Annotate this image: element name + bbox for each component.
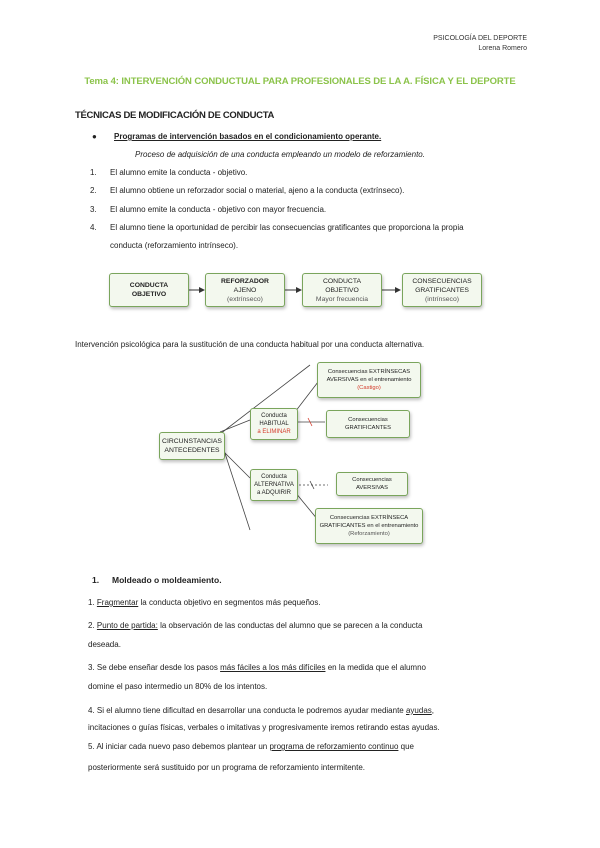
connector-habitual-c1 — [295, 382, 318, 412]
step-1: 1. El alumno emite la conducta - objetivo. — [90, 168, 248, 177]
bullet-subtitle: Proceso de adquisición de una conducta empleando un modelo de reforzamiento. — [135, 150, 425, 159]
step-4-cont: conducta (reforzamiento intrínseco). — [110, 241, 239, 250]
tree-conducta-alternativa: Conducta ALTERNATIVA a ADQUIRIR — [250, 469, 298, 501]
moldeado-item-3-cont: domine el paso intermedio un 80% de los intentos. — [88, 682, 268, 691]
flow-box-consecuencias: CONSECUENCIAS GRATIFICANTES (intrínseco) — [402, 273, 482, 307]
tree-consecuencias-aversivas: Consecuencias AVERSIVAS — [336, 472, 408, 496]
flow-box-conducta-mayor-frecuencia: CONDUCTA OBJETIVO Mayor frecuencia — [302, 273, 382, 307]
moldeado-item-3: 3. Se debe enseñar desde los pasos más fáciles a los más difíciles en la medida que el alumno — [88, 663, 426, 672]
header-subject: PSICOLOGÍA DEL DEPORTE — [433, 35, 527, 42]
tree-consecuencias-aversivas-castigo: Consecuencias EXTRÍNSECAS AVERSIVAS en el entrenamiento (Castigo) — [317, 362, 421, 398]
tree-root-circunstancias: CIRCUNSTANCIAS ANTECEDENTES — [159, 432, 225, 460]
moldeado-item-4-cont: incitaciones o guías físicas, verbales o imitativas y progresivamente iremos retirando estas ayudas. — [88, 723, 440, 732]
moldeado-heading: 1. Moldeado o moldeamiento. — [92, 575, 222, 585]
tree-consecuencias-gratificantes: Consecuencias GRATIFICANTES — [326, 410, 410, 438]
cut-mark-dark — [310, 481, 314, 489]
header-author: Lorena Romero — [478, 45, 527, 52]
moldeado-item-1: 1. Fragmentar la conducta objetivo en segmentos más pequeños. — [88, 598, 321, 607]
moldeado-item-4: 4. Si el alumno tiene dificultad en desarrollar una conducta le podremos ayudar mediante ayudas, — [88, 706, 434, 715]
bullet-link-text: Programas de intervención basados en el condicionamiento operante. — [114, 132, 382, 141]
step-2: 2. El alumno obtiene un reforzador social o material, ajeno a la conducta (extrínseco). — [90, 186, 405, 195]
moldeado-item-2: 2. Punto de partida: la observación de las conductas del alumno que se parecen a la conducta — [88, 621, 423, 630]
document-title: Tema 4: INTERVENCIÓN CONDUCTUAL PARA PROFESIONALES DE LA A. FÍSICA Y EL DEPORTE — [84, 76, 516, 87]
moldeado-item-2-cont: deseada. — [88, 640, 121, 649]
bullet-marker: ● — [92, 132, 97, 141]
section-heading: TÉCNICAS DE MODIFICACIÓN DE CONDUCTA — [75, 110, 275, 121]
step-4: 4. El alumno tiene la oportunidad de percibir las consecuencias gratificantes que proporciona la propia — [90, 223, 464, 232]
flow-box-conducta-objetivo: CONDUCTA OBJETIVO — [109, 273, 189, 307]
page-header — [433, 34, 527, 54]
bullet-text — [114, 131, 381, 142]
moldeado-item-5-cont: posteriormente será sustituido por un programa de reforzamiento intermitente. — [88, 763, 366, 772]
intervention-text: Intervención psicológica para la sustitución de una conducta habitual por una conducta alternativa. — [75, 340, 425, 349]
tree-conducta-habitual: Conducta HABITUAL a ELIMINAR — [250, 408, 298, 440]
step-3: 3. El alumno emite la conducta - objetivo con mayor frecuencia. — [90, 205, 327, 214]
moldeado-item-5: 5. Al iniciar cada nuevo paso debemos plantear un programa de reforzamiento continuo que — [88, 742, 414, 751]
flow-box-reforzador: REFORZADOR AJENO (extrínseco) — [205, 273, 285, 307]
tree-consecuencias-reforzamiento: Consecuencias EXTRÍNSECA GRATIFICANTES en el entrenamiento (Reforzamiento) — [315, 508, 423, 544]
